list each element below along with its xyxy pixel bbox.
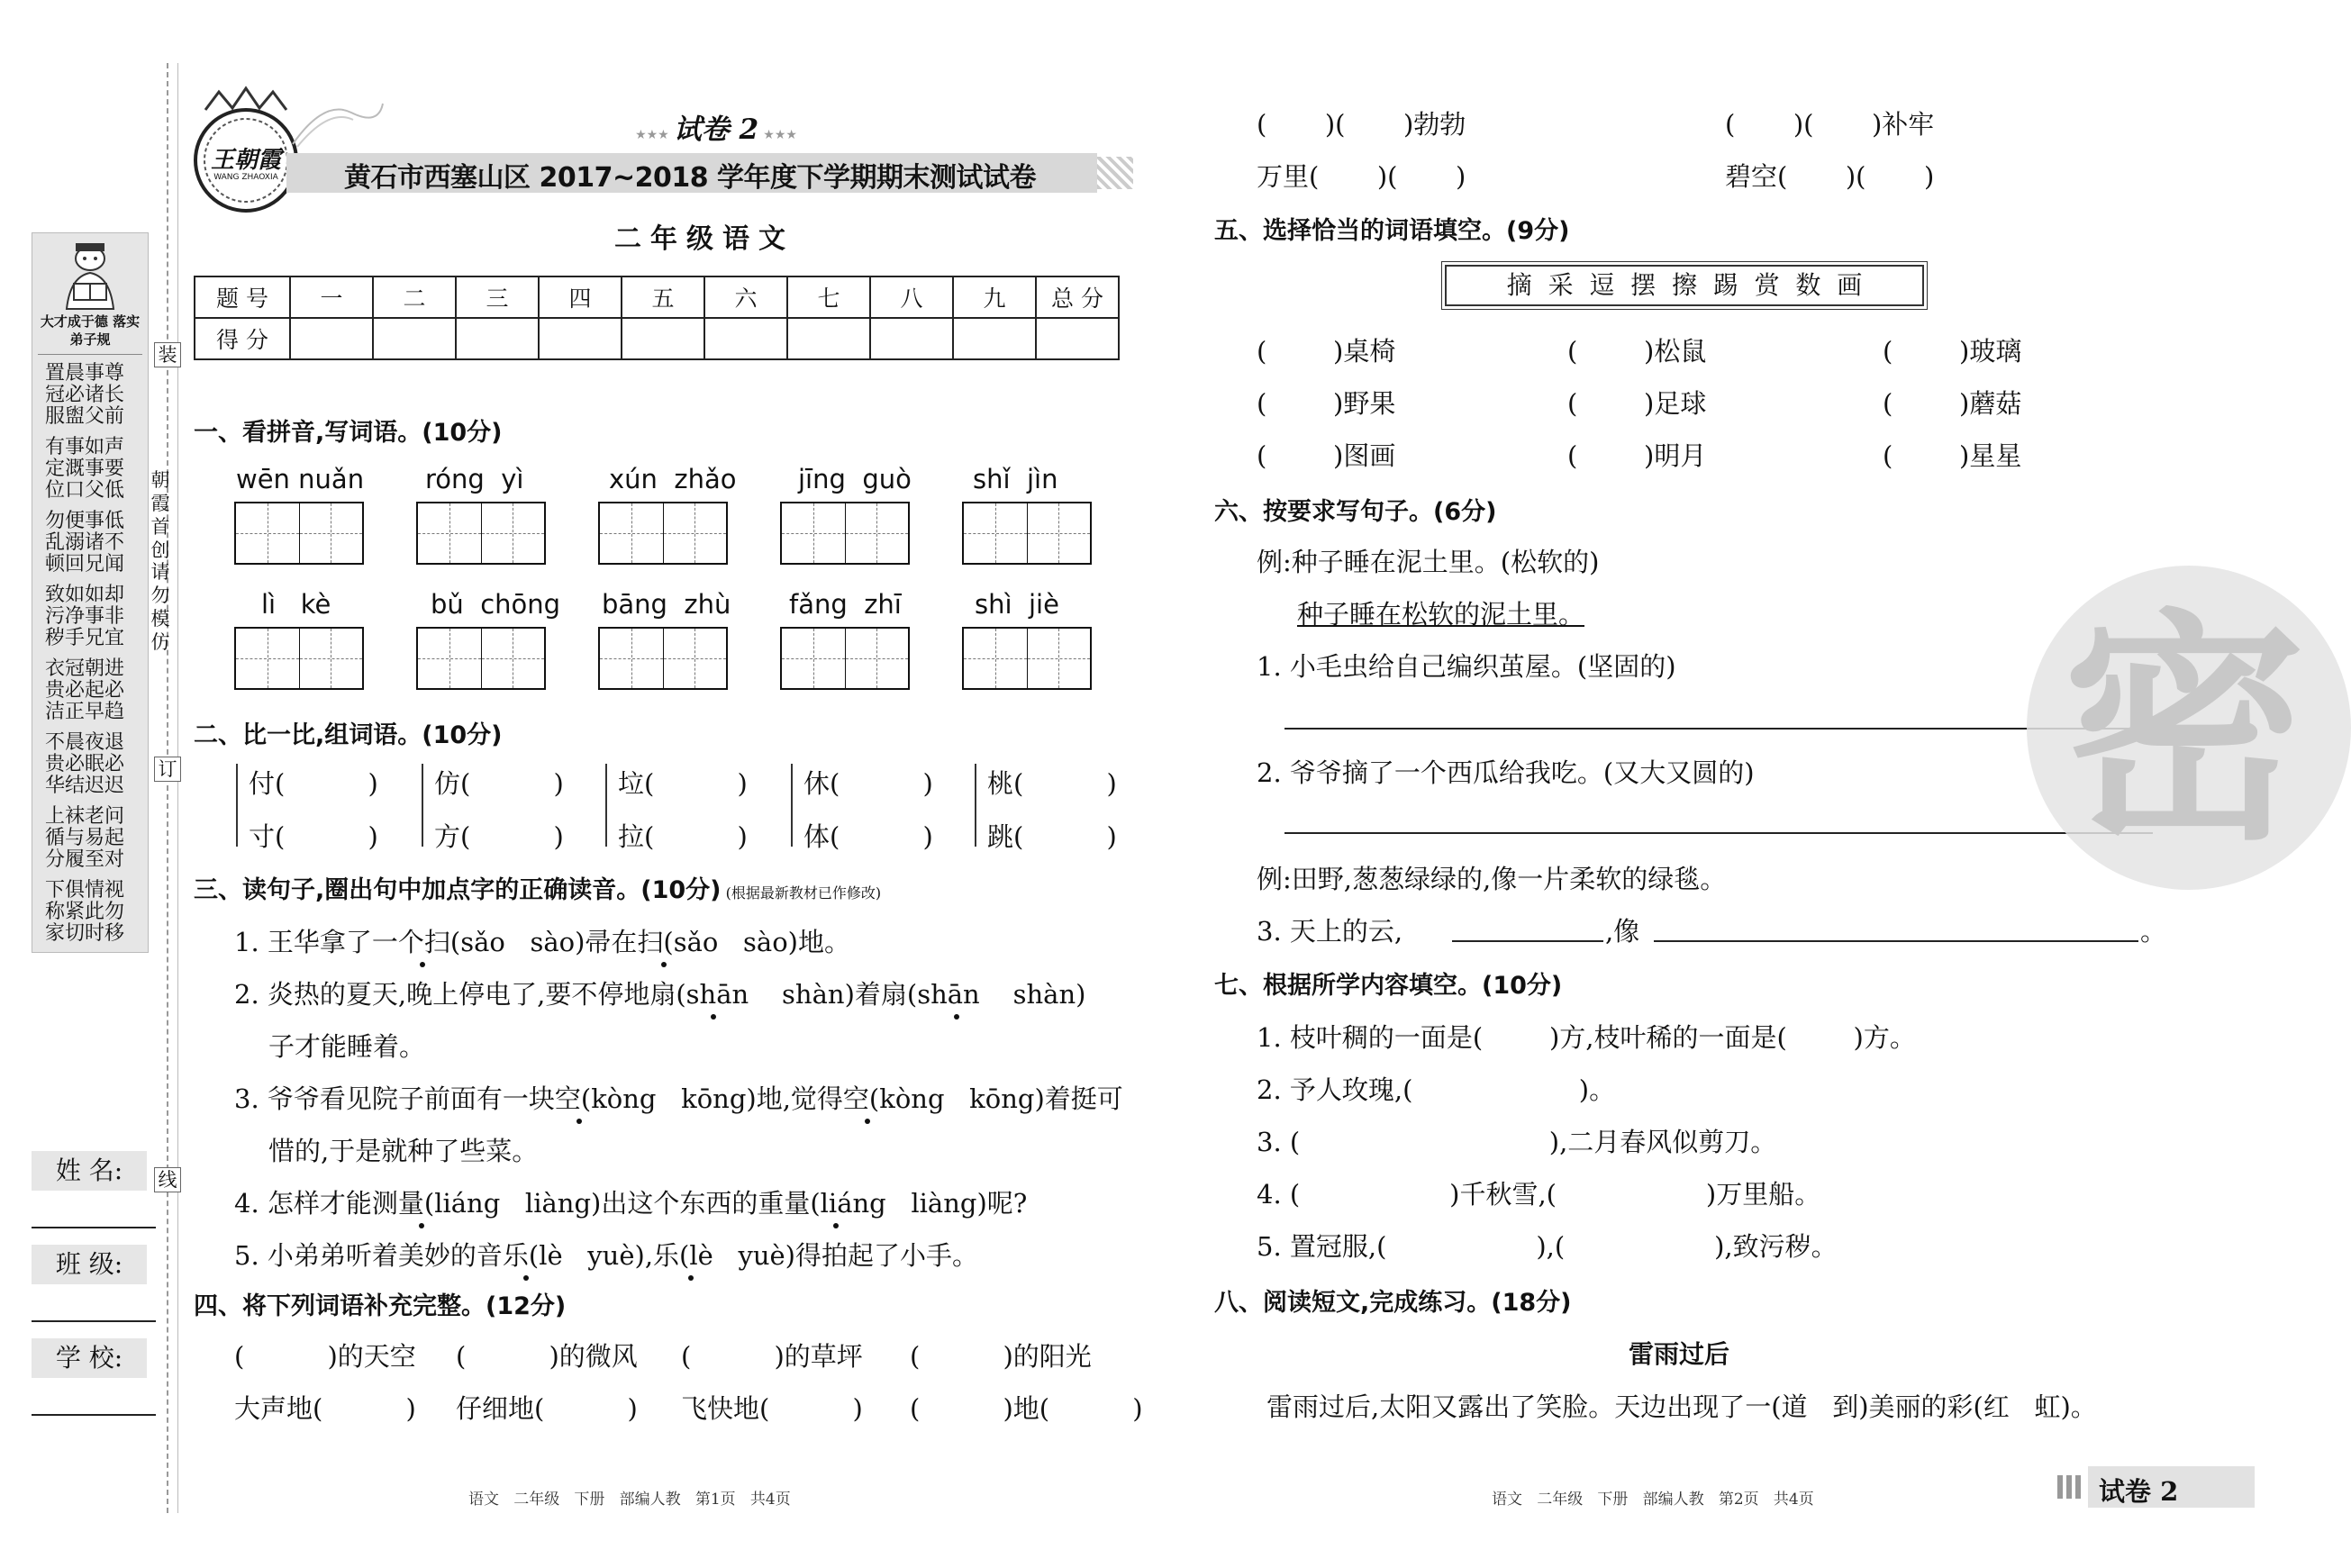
s6-question-3b: ,像: [1605, 916, 1640, 947]
rule-line: 衣冠朝进: [45, 657, 125, 680]
emphasis-dot: [576, 1119, 582, 1124]
rule-line: 贵必起必: [45, 679, 125, 702]
score-col-header: 一: [290, 276, 373, 318]
title-band-dots: [1097, 157, 1133, 189]
rules-group-1: [45, 363, 139, 437]
score-col-header: 总 分: [1036, 276, 1119, 318]
rule-line: 称紧此勿: [45, 901, 125, 923]
rule-line: 顿回兄闻: [45, 553, 125, 576]
subject-title: 二年级语文: [614, 223, 794, 255]
rule-line: 贵必眠必: [45, 753, 125, 775]
binding-dashed-line: [167, 63, 168, 1513]
star-icon: ★★★: [763, 128, 797, 142]
binding-solid-line: [177, 63, 178, 1513]
writing-box[interactable]: [598, 502, 728, 565]
score-table-score-row: [195, 318, 1119, 359]
writing-box[interactable]: [416, 502, 546, 565]
section-6-title: 六、按要求写句子。(6分): [1214, 498, 1497, 526]
footer-right: 语文 二年级 下册 部编人教 第2页 共4页: [1492, 1491, 1814, 1509]
score-cell[interactable]: [787, 318, 870, 359]
emphasis-dot: [523, 1275, 529, 1281]
answer-line[interactable]: [1284, 728, 2153, 730]
emphasis-dot: [865, 1119, 870, 1124]
writing-box[interactable]: [234, 502, 364, 565]
score-cell[interactable]: [373, 318, 456, 359]
logo-subtext: WANG ZHAOXIA: [213, 173, 278, 182]
pinyin-4: jīng guò: [798, 464, 912, 494]
compare-word[interactable]: 休( ): [803, 768, 933, 799]
score-cell[interactable]: [539, 318, 622, 359]
s4-item[interactable]: 飞快地( ): [681, 1393, 863, 1424]
rule-line: 置晨事尊: [45, 362, 125, 385]
star-icon: ★★★: [635, 128, 669, 142]
s4-item[interactable]: ( )的天空: [234, 1341, 416, 1372]
s4-item[interactable]: 万里( )( ): [1257, 161, 1466, 192]
rule-line: 服盥父前: [45, 405, 125, 428]
passage-line-1[interactable]: 雷雨过后,太阳又露出了笑脸。天边出现了一(道 到)美丽的彩(红 虹)。: [1266, 1391, 2097, 1422]
score-header-label: 题 号: [195, 276, 290, 318]
score-col-header: 二: [373, 276, 456, 318]
compare-word[interactable]: 寸( ): [249, 821, 378, 852]
rules-group-6: [45, 732, 139, 806]
s3-line-5: 惜的,于是就种了些菜。: [268, 1136, 539, 1166]
s5-item[interactable]: ( )玻璃: [1883, 336, 2022, 367]
rule-line: 勿便事低: [45, 510, 125, 532]
s5-item[interactable]: ( )桌椅: [1257, 336, 1396, 367]
school-label: 学 校:: [32, 1338, 147, 1378]
section-5-title: 五、选择恰当的词语填空。(9分): [1214, 217, 1570, 245]
score-col-header: 六: [704, 276, 787, 318]
s4-item[interactable]: ( )( )勃勃: [1257, 109, 1466, 140]
writing-box[interactable]: [598, 627, 728, 690]
pinyin-3: xún zhǎo: [609, 464, 737, 494]
rule-line: 致如如却: [45, 584, 125, 606]
s3-line-7: 5. 小弟弟听着美妙的音乐(lè yuè),乐(lè yuè)得拍起了小手。: [234, 1240, 978, 1271]
pinyin-2: róng yì: [425, 464, 524, 494]
compare-group-5: [975, 764, 1117, 852]
vertical-note-2: 请勿模仿: [150, 561, 170, 653]
rule-line: 分履至对: [45, 848, 125, 871]
section-7-title: 七、根据所学内容填空。(10分): [1214, 972, 1563, 1000]
s4-item[interactable]: ( )地( ): [910, 1393, 1143, 1424]
compare-word[interactable]: 体( ): [803, 821, 933, 852]
seal-mark-2: 订: [154, 757, 181, 782]
word-bank-box: [1445, 265, 1924, 306]
compare-group-2: [422, 764, 564, 852]
s5-item[interactable]: ( )野果: [1257, 388, 1396, 419]
rule-line: 上袜老问: [45, 805, 125, 828]
side-motto: 大才成于德 落实弟子规: [40, 313, 141, 348]
score-col-header: 四: [539, 276, 622, 318]
s6-answer-1: 种子睡在松软的泥土里。: [1297, 599, 1585, 630]
emphasis-dot: [688, 1275, 694, 1281]
rules-group-5: [45, 658, 139, 732]
rule-line: 华结迟迟: [45, 775, 125, 797]
vertical-note-1: 朝霞首创: [150, 469, 170, 561]
score-cell[interactable]: [1036, 318, 1119, 359]
writing-box[interactable]: [780, 627, 910, 690]
compare-word[interactable]: 桃( ): [987, 768, 1117, 799]
footer-left: 语文 二年级 下册 部编人教 第1页 共4页: [468, 1491, 791, 1509]
paper-number: 试卷 2: [673, 113, 759, 146]
rule-line: 位口父低: [45, 479, 125, 502]
pinyin-8: bāng zhù: [602, 589, 731, 620]
compare-word[interactable]: 拉( ): [618, 821, 748, 852]
seal-mark-1: 装: [154, 342, 181, 367]
score-col-header: 九: [953, 276, 1036, 318]
s4-item[interactable]: 大声地( ): [234, 1393, 416, 1424]
score-table: [194, 276, 1120, 360]
emphasis-dot: [661, 962, 667, 967]
s7-line-4[interactable]: 4. ( )千秋雪,( )万里船。: [1257, 1179, 1821, 1210]
s6-example-1: 例:种子睡在泥土里。(松软的): [1257, 547, 1600, 577]
rules-group-7: [45, 806, 139, 880]
answer-line[interactable]: [1284, 832, 2153, 834]
answer-line[interactable]: [1452, 940, 1603, 942]
s3-line-4: 3. 爷爷看见院子前面有一块空(kòng kōng)地,觉得空(kòng kōng)着挺可: [234, 1083, 1123, 1114]
s3-line-2: 2. 炎热的夏天,晚上停电了,要不停地扇(shān shàn)着扇(shān shàn): [234, 979, 1086, 1010]
s6-question-2: 2. 爷爷摘了一个西瓜给我吃。(又大又圆的): [1257, 757, 1755, 788]
passage-title: 雷雨过后: [1629, 1339, 1730, 1369]
score-row-label: 得 分: [195, 318, 290, 359]
rule-line: 秽手兄宜: [45, 627, 125, 649]
rules-group-4: [45, 585, 139, 658]
s7-line-5[interactable]: 5. 置冠服,( ),( ),致污秽。: [1257, 1231, 1838, 1262]
class-label: 班 级:: [32, 1245, 147, 1284]
rule-line: 污净事非: [45, 605, 125, 628]
emphasis-dot: [954, 1014, 959, 1020]
section-3-note: (根据最新教材已作修改): [725, 884, 882, 902]
s6-question-3c: 。: [2140, 916, 2167, 947]
writing-box[interactable]: [962, 502, 1092, 565]
s4-item[interactable]: 碧空( )( ): [1725, 161, 1935, 192]
rule-line: 下俱情视: [45, 879, 125, 902]
compare-group-3: [605, 764, 748, 852]
motto-divider: [38, 354, 142, 355]
writing-box[interactable]: [962, 627, 1092, 690]
page-badge-text: 试卷 2: [2099, 1476, 2179, 1507]
compare-word[interactable]: 仿( ): [434, 768, 564, 799]
name-label: 姓 名:: [32, 1151, 147, 1191]
pinyin-10: shì jiè: [975, 589, 1059, 620]
answer-line[interactable]: [1654, 940, 2138, 942]
s3-line-3: 子才能睡着。: [268, 1031, 426, 1062]
s4-item[interactable]: ( )的微风: [456, 1341, 638, 1372]
pinyin-1: wēn nuǎn: [236, 464, 365, 494]
ribbon-decoration: [288, 95, 387, 149]
rule-line: 有事如声: [45, 436, 125, 458]
s4-item[interactable]: 仔细地( ): [456, 1393, 638, 1424]
rule-line: 家切时移: [45, 922, 125, 945]
compare-word[interactable]: 付( ): [249, 768, 378, 799]
confidential-watermark-text: 密: [2063, 586, 2306, 873]
pinyin-9: fǎng zhī: [789, 589, 902, 620]
writing-box[interactable]: [780, 502, 910, 565]
emphasis-dot: [711, 1014, 716, 1020]
rules-block: [45, 363, 139, 954]
score-col-header: 五: [622, 276, 704, 318]
rule-line: 洁正早趋: [45, 701, 125, 723]
score-cell[interactable]: [290, 318, 373, 359]
s5-item[interactable]: ( )明月: [1567, 440, 1707, 471]
s6-question-1: 1. 小毛虫给自己编织茧屋。(坚固的): [1257, 651, 1676, 682]
compare-group-4: [791, 764, 933, 852]
s4-item[interactable]: ( )( )补牢: [1725, 109, 1935, 140]
s3-line-6: 4. 怎样才能测量(liáng liàng)出这个东西的重量(liáng liàng)呢?: [234, 1188, 1028, 1219]
writing-box[interactable]: [416, 627, 546, 690]
side-motto-panel: [32, 232, 149, 953]
school-field[interactable]: [32, 1414, 156, 1416]
section-4-title: 四、将下列词语补充完整。(12分): [194, 1292, 567, 1320]
s4-item[interactable]: ( )的草坪: [681, 1341, 863, 1372]
section-3-title: 三、读句子,圈出句中加点字的正确读音。(10分): [194, 876, 722, 904]
seal-mark-3: 线: [154, 1167, 181, 1192]
rule-line: 乱溺诸不: [45, 531, 125, 554]
section-1-title: 一、看拼音,写词语。(10分): [194, 419, 503, 447]
section-2-title: 二、比一比,组词语。(10分): [194, 721, 503, 749]
rules-group-3: [45, 511, 139, 585]
exam-title: 黄石市西塞山区 2017~2018 学年度下学期期末测试试卷: [344, 162, 1037, 194]
rules-group-2: [45, 437, 139, 511]
score-cell[interactable]: [704, 318, 787, 359]
logo-text: 王朝霞: [210, 147, 281, 174]
score-cell[interactable]: [456, 318, 539, 359]
emphasis-dot: [419, 1223, 424, 1228]
s4-item[interactable]: ( )的阳光: [910, 1341, 1092, 1372]
word-bank: 摘 采 逗 摆 擦 踢 赏 数 画: [1506, 270, 1863, 300]
compare-word[interactable]: 垃( ): [618, 768, 748, 799]
s6-example-2: 例:田野,葱葱绿绿的,像一片柔软的绿毯。: [1257, 864, 1727, 894]
score-table-header-row: [195, 276, 1119, 318]
s7-line-2[interactable]: 2. 予人玫瑰,( )。: [1257, 1074, 1616, 1105]
name-field[interactable]: [32, 1227, 156, 1228]
score-cell[interactable]: [870, 318, 953, 359]
page-badge: [2088, 1466, 2255, 1508]
badge-dots: [2057, 1475, 2084, 1499]
section-8-title: 八、阅读短文,完成练习。(18分): [1214, 1289, 1572, 1317]
rule-line: 定溉事要: [45, 458, 125, 480]
writing-box[interactable]: [234, 627, 364, 690]
score-cell[interactable]: [622, 318, 704, 359]
compare-word[interactable]: 跳( ): [987, 821, 1117, 852]
emphasis-dot: [833, 1223, 839, 1228]
s6-question-3a: 3. 天上的云,: [1257, 916, 1403, 947]
rules-group-8: [45, 880, 139, 954]
score-cell[interactable]: [953, 318, 1036, 359]
pinyin-5: shǐ jìn: [973, 464, 1058, 494]
score-col-header: 七: [787, 276, 870, 318]
s5-item[interactable]: ( )图画: [1257, 440, 1396, 471]
compare-group-1: [236, 764, 378, 852]
score-col-header: 八: [870, 276, 953, 318]
s5-item[interactable]: ( )星星: [1883, 440, 2022, 471]
rule-line: 循与易起: [45, 827, 125, 849]
s5-item[interactable]: ( )蘑菇: [1883, 388, 2022, 419]
s5-item[interactable]: ( )松鼠: [1567, 336, 1707, 367]
rule-line: 冠必诸长: [45, 384, 125, 406]
score-col-header: 三: [456, 276, 539, 318]
s7-line-1[interactable]: 1. 枝叶稠的一面是( )方,枝叶稀的一面是( )方。: [1257, 1022, 1916, 1053]
scholar-figure-icon: [54, 239, 126, 313]
paper-number-row: [613, 106, 820, 147]
class-field[interactable]: [32, 1320, 156, 1322]
emphasis-dot: [420, 962, 425, 967]
s5-item[interactable]: ( )足球: [1567, 388, 1707, 419]
section-3-heading: [194, 870, 881, 905]
pinyin-6: lì kè: [261, 589, 331, 620]
pinyin-7: bǔ chōng: [431, 589, 561, 620]
compare-word[interactable]: 方( ): [434, 821, 564, 852]
s7-line-3[interactable]: 3. ( ),二月春风似剪刀。: [1257, 1127, 1777, 1157]
s3-line-1: 1. 王华拿了一个扫(sǎo sào)帚在扫(sǎo sào)地。: [234, 927, 850, 957]
rule-line: 不晨夜退: [45, 731, 125, 754]
